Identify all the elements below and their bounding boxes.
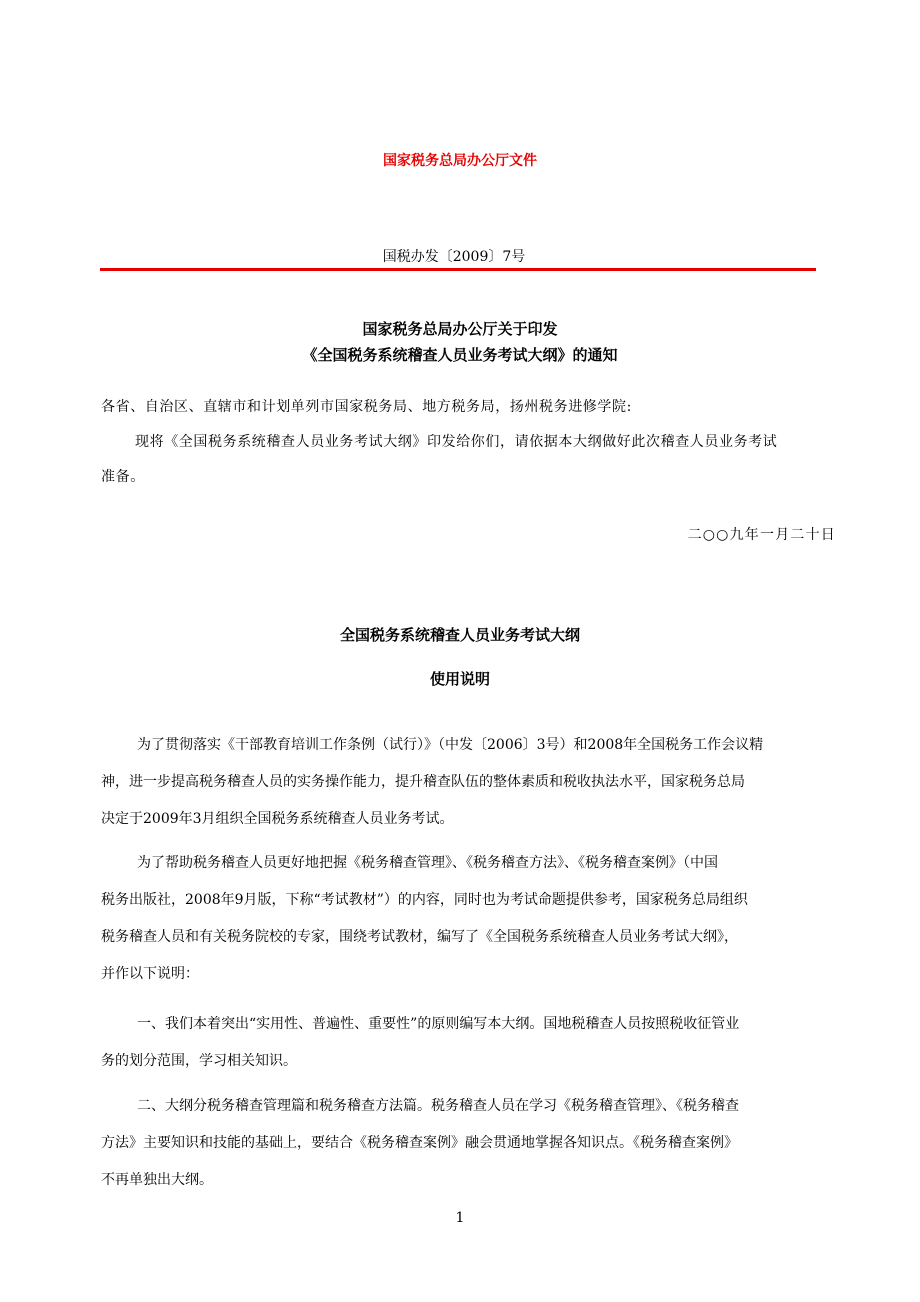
- paragraph-2-line-2: 税务出版社，2008年9月版，下称“考试教材”）的内容，同时也为考试命题提供参考，国家税务总局组织: [101, 892, 748, 908]
- paragraph-1-line-3: 决定于2009年3月组织全国税务系统稽查人员业务考试。: [101, 811, 454, 827]
- paragraph-2-line-4: 并作以下说明：: [101, 966, 199, 982]
- outline-subtitle: 使用说明: [429, 670, 490, 688]
- paragraph-1-line-1: 为了贯彻落实《干部教育培训工作条例（试行）》（中发〔2006〕3号）和2008年全国税务工作会议精: [137, 737, 764, 753]
- paragraph-4-line-3: 不再单独出大纲。: [101, 1172, 213, 1188]
- issuing-office-header: 国家税务总局办公厅文件: [383, 153, 537, 169]
- paragraph-4-line-1: 二、大纲分税务稽查管理篇和税务稽查方法篇。税务稽查人员在学习《税务稽查管理》、《税务稽查: [137, 1098, 739, 1114]
- paragraph-4-line-2: 方法》主要知识和技能的基础上，要结合《税务稽查案例》融会贯通地掌握各知识点。《税务稽查案例》: [101, 1135, 738, 1151]
- outline-title: 全国税务系统稽查人员业务考试大纲: [339, 626, 580, 644]
- notice-title-line-1: 国家税务总局办公厅关于印发: [362, 320, 558, 338]
- recipients-line: 各省、自治区、直辖市和计划单列市国家税务局、地方税务局，扬州税务进修学院:: [101, 399, 632, 415]
- notice-body-line-2: 准备。: [101, 469, 145, 485]
- paragraph-2-line-1: 为了帮助税务稽查人员更好地把握《税务稽查管理》、《税务稽查方法》、《税务稽查案例》（中国: [137, 855, 718, 871]
- paragraph-3-line-1: 一、我们本着突出“实用性、普遍性、重要性”的原则编写本大纲。国地税稽查人员按照税收征管业: [137, 1016, 740, 1032]
- paragraph-1-line-2: 神，进一步提高税务稽查人员的实务操作能力，提升稽查队伍的整体素质和税收执法水平，国家税务总局: [101, 774, 745, 790]
- paragraph-3-line-2: 务的划分范围，学习相关知识。: [101, 1053, 297, 1069]
- notice-title-line-2: 《全国税务系统稽查人员业务考试大纲》的通知: [302, 346, 618, 364]
- notice-date: 二○○九年一月二十日: [687, 527, 836, 543]
- document-number: 国税办发〔2009〕7号: [382, 249, 526, 265]
- page-number: 1: [455, 1210, 465, 1226]
- notice-body-line-1: 现将《全国税务系统稽查人员业务考试大纲》印发给你们，请依据本大纲做好此次稽查人员业务考试: [135, 434, 778, 450]
- paragraph-2-line-3: 税务稽查人员和有关税务院校的专家，围绕考试教材，编写了《全国税务系统稽查人员业务考试大纲》，: [101, 929, 738, 945]
- red-divider-rule: [100, 268, 816, 271]
